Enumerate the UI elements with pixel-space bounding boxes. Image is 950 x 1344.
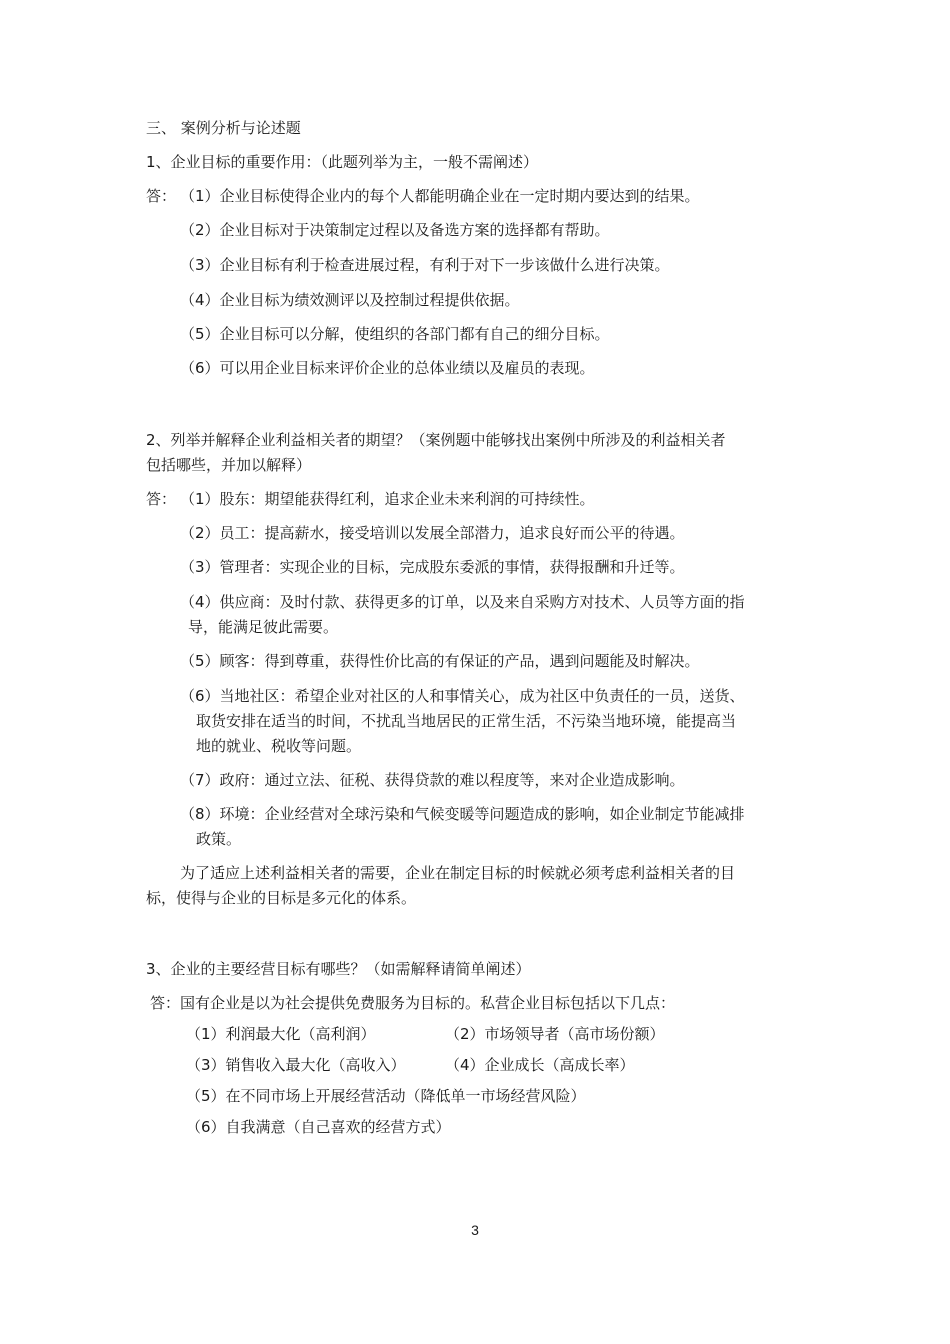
q3-item: （5）在不同市场上开展经营活动（降低单一市场经营风险） <box>186 1087 586 1105</box>
answer-prefix: 答： <box>146 490 177 508</box>
q1-item: （6）可以用企业目标来评价企业的总体业绩以及雇员的表现。 <box>180 359 595 377</box>
q3-item: （6）自我满意（自己喜欢的经营方式） <box>186 1118 451 1136</box>
question-3-title: 3、企业的主要经营目标有哪些？（如需解释请简单阐述） <box>146 960 531 978</box>
q3-answer: 答：国有企业是以为社会提供免费服务为目标的。私营企业目标包括以下几点： <box>150 994 676 1012</box>
q3-item: （1）利润最大化（高利润） <box>186 1025 376 1043</box>
q2-item: （1）股东：期望能获得红利，追求企业未来利润的可持续性。 <box>180 490 595 508</box>
q1-item: （2）企业目标对于决策制定过程以及备选方案的选择都有帮助。 <box>180 221 610 239</box>
answer-prefix: 答： <box>146 187 177 205</box>
q1-item: （3）企业目标有利于检查进展过程，有利于对下一步该做什么进行决策。 <box>180 256 670 274</box>
question-2-title: 2、列举并解释企业利益相关者的期望？（案例题中能够找出案例中所涉及的利益相关者 <box>146 431 726 449</box>
q2-item: （4）供应商：及时付款、获得更多的订单，以及来自采购方对技术、人员等方面的指 <box>180 593 745 611</box>
q2-item: （6）当地社区：希望企业对社区的人和事情关心，成为社区中负责任的一员，送货、 <box>180 687 745 705</box>
question-1-title: 1、企业目标的重要作用：（此题列举为主，一般不需阐述） <box>146 153 539 171</box>
q2-item: （2）员工：提高薪水，接受培训以发展全部潜力，追求良好而公平的待遇。 <box>180 524 685 542</box>
q2-item: （8）环境：企业经营对全球污染和气候变暖等问题造成的影响，如企业制定节能减排 <box>180 805 745 823</box>
q2-item-cont: 导，能满足彼此需要。 <box>188 618 339 636</box>
q2-conclusion: 为了适应上述利益相关者的需要，企业在制定目标的时候就必须考虑利益相关者的目 <box>180 864 736 882</box>
section-heading: 三、 案例分析与论述题 <box>146 119 301 137</box>
q2-item: （7）政府：通过立法、征税、获得贷款的难以程度等，来对企业造成影响。 <box>180 771 685 789</box>
q2-item-cont: 取货安排在适当的时间，不扰乱当地居民的正常生活，不污染当地环境，能提高当 <box>196 712 737 730</box>
q1-item: （5）企业目标可以分解，使组织的各部门都有自己的细分目标。 <box>180 325 610 343</box>
q3-item: （2）市场领导者（高市场份额） <box>445 1025 665 1043</box>
q2-item-cont: 地的就业、税收等问题。 <box>196 737 362 755</box>
q1-item: （1）企业目标使得企业内的每个人都能明确企业在一定时期内要达到的结果。 <box>180 187 700 205</box>
q1-item: （4）企业目标为绩效测评以及控制过程提供依据。 <box>180 291 520 309</box>
q3-item: （4）企业成长（高成长率） <box>445 1056 635 1074</box>
question-2-title-cont: 包括哪些，并加以解释） <box>146 456 312 474</box>
q2-conclusion-cont: 标，使得与企业的目标是多元化的体系。 <box>146 889 417 907</box>
page-number: 3 <box>471 1222 479 1238</box>
q2-item: （5）顾客：得到尊重，获得性价比高的有保证的产品，遇到问题能及时解决。 <box>180 652 700 670</box>
q2-item-cont: 政策。 <box>196 830 242 848</box>
q2-item: （3）管理者：实现企业的目标，完成股东委派的事情，获得报酬和升迁等。 <box>180 558 685 576</box>
q3-item: （3）销售收入最大化（高收入） <box>186 1056 406 1074</box>
